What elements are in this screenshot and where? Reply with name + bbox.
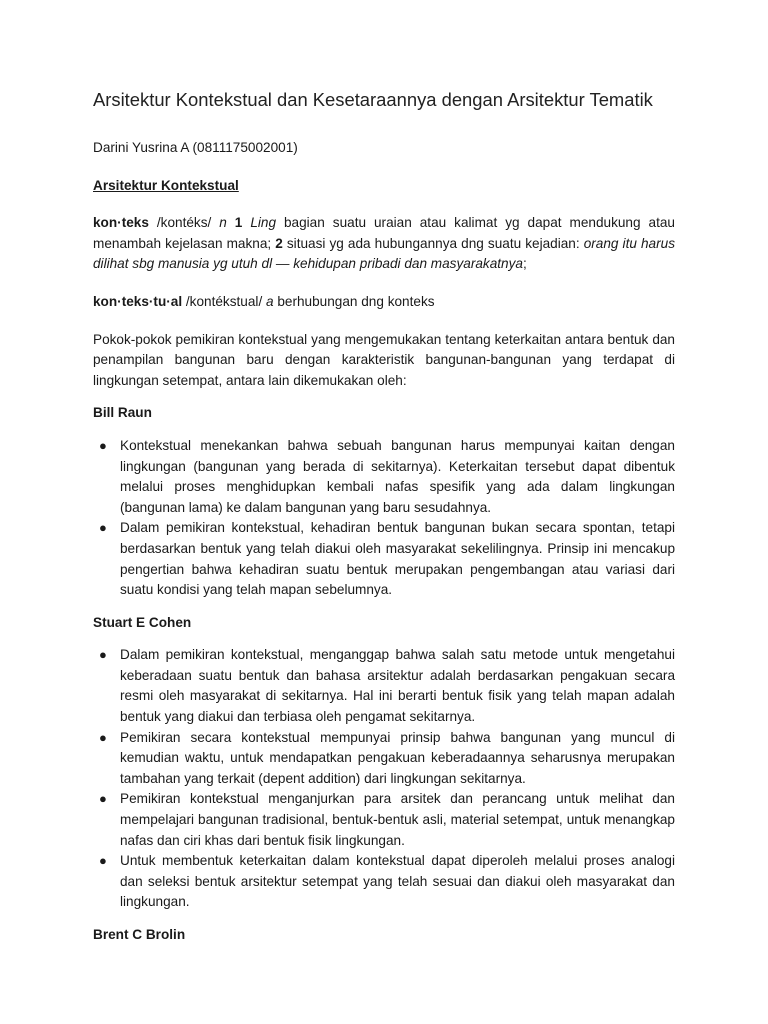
definition-konteks — [93, 213, 675, 275]
intro-paragraph: Pokok-pokok pemikiran kontekstual yang mengemukakan tentang keterkaitan antara bentuk dan penampilan bangunan baru dengan karakteristik bangunan-bangunan yang terdapat di lingkungan setempat, antara lain dikemukakan oleh: — [93, 331, 675, 388]
author-line: Darini Yusrina A (0811175002001) — [93, 140, 298, 155]
list-item — [93, 645, 675, 727]
list-item — [93, 518, 675, 600]
definition-term: kon·teks·tu·al — [93, 293, 183, 309]
definition-example: orang itu harus dilihat sbg manusia yg utuh dl — kehidupan pribadi dan masyarakatnya — [93, 235, 675, 272]
list-item-text: Pemikiran secara kontekstual mempunyai prinsip bahwa bangunan yang muncul di kemudian waktu, untuk mendapatkan pengakuan keberadaannya seharusnya merupakan tambahan yang terkait (depent addition) dari lingkungan sekitarnya. — [120, 729, 675, 786]
list-item — [93, 728, 675, 790]
list-item-text: Untuk membentuk keterkaitan dalam kontekstual dapat diperoleh melalui proses analogi dan seleksi bentuk arsitektur setempat yang telah sesuai dan diakui oleh masyarakat dan lingkungan. — [120, 853, 675, 910]
definition-sense: berhubungan dng konteks — [273, 293, 435, 309]
bullet-list-stuart-e-cohen — [93, 645, 675, 913]
definition-term: kon·teks — [93, 215, 149, 231]
list-item-text: Dalam pemikiran kontekstual, kehadiran bentuk bangunan bukan secara spontan, tetapi berdasarkan bentuk yang telah diakui oleh masyarakat sekelilingnya. Prinsip ini mencakup pengertian bahwa kehadiran suatu bentuk merupakan pengembangan atau variasi dari suatu kondisi yang telah mapan sebelumnya. — [120, 520, 675, 598]
definition-pos: n — [219, 215, 227, 231]
sense-number: 2 — [275, 235, 283, 251]
bullet-icon: ● — [99, 437, 107, 453]
section-heading: Arsitektur Kontekstual — [93, 177, 239, 193]
definition-pos: a — [266, 293, 274, 309]
bullet-icon: ● — [99, 520, 107, 536]
list-item-text: Pemikiran kontekstual menganjurkan para arsitek dan perancang untuk melihat dan mempelajari bangunan tradisional, bentuk-bentuk asli, material setempat, untuk menangkap nafas dan ciri khas dari bentuk fisik lingkungan. — [120, 791, 675, 848]
document-title: Arsitektur Kontekstual dan Kesetaraannya dengan Arsitektur Tematik — [93, 89, 653, 110]
bullet-icon: ● — [99, 791, 107, 807]
bullet-list-bill-raun — [93, 436, 675, 601]
list-item — [93, 789, 675, 851]
definition-pronunciation: /kontéks/ — [148, 215, 220, 231]
bullet-icon: ● — [99, 647, 107, 663]
list-item — [93, 851, 675, 913]
bullet-icon: ● — [99, 729, 107, 745]
definition-pronunciation: /kontékstual/ — [182, 293, 266, 309]
sense-number: 1 — [234, 215, 243, 231]
definition-field: Ling — [250, 215, 277, 231]
definition-end: ; — [522, 256, 527, 272]
person-heading-bill-raun: Bill Raun — [93, 405, 152, 421]
list-item-text: Kontekstual menekankan bahwa sebuah bangunan harus mempunyai kaitan dengan lingkungan (bangunan yang berada di sekitarnya). Keterkaitan tersebut dapat dibentuk melalui proses menghidupkan kembali nafas spesifik yang ada dalam lingkungan (bangunan lama) ke dalam bangunan yang baru sesudahnya. — [120, 437, 675, 515]
person-heading-stuart-e-cohen: Stuart E Cohen — [93, 614, 192, 630]
person-heading-brent-c-brolin: Brent C Brolin — [93, 927, 186, 942]
definition-kontekstual — [93, 292, 675, 313]
bullet-icon: ● — [99, 853, 107, 869]
list-item — [93, 436, 675, 518]
definition-sense: bagian suatu uraian atau kalimat yg dapat mendukung atau menambah kejelasan makna; — [93, 215, 675, 251]
definition-sense: situasi yg ada hubungannya dng suatu kejadian: — [282, 235, 584, 251]
list-item-text: Dalam pemikiran kontekstual, menganggap bahwa salah satu metode untuk mengetahui keberadaan suatu bentuk dan bahasa arsitektur adalah berdasarkan pengakuan secara resmi oleh masyarakat di sekitarnya. Hal ini berarti bentuk fisik yang telah mapan adalah bentuk yang diakui dan terbiasa oleh pengamat sekitarnya. — [120, 647, 675, 725]
